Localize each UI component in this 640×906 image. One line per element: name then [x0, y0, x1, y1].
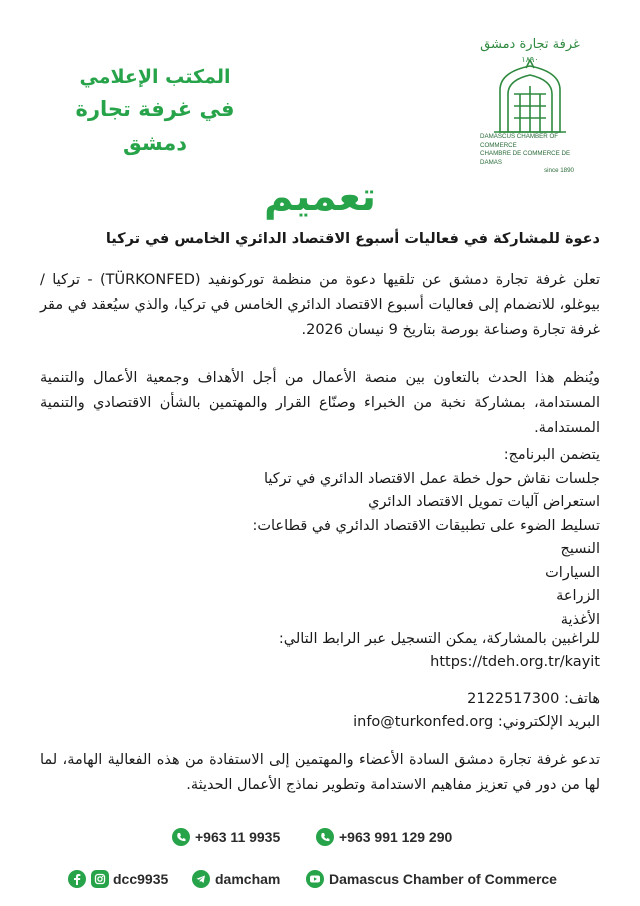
telegram-icon: [192, 870, 210, 888]
sector-item: الأغذية: [560, 611, 600, 628]
whatsapp-icon: [172, 828, 190, 846]
sector-item: النسيج: [560, 541, 600, 557]
footer-phone-1[interactable]: [172, 826, 280, 848]
sector-item: الزراعة: [556, 588, 600, 604]
phone-label: هاتف:: [564, 691, 600, 707]
footer-phone-2[interactable]: [316, 826, 452, 848]
registration-text: للراغبين بالمشاركة، يمكن التسجيل عبر الرابط التالي:: [278, 631, 600, 647]
email-label: البريد الإلكتروني:: [497, 714, 600, 730]
whatsapp-icon: [316, 828, 334, 846]
program-item: جلسات نقاش حول خطة عمل الاقتصاد الدائري في تركيا: [263, 470, 600, 487]
media-office-heading: [40, 62, 270, 160]
email-address[interactable]: info@turkonfed.org: [353, 714, 494, 730]
office-line-1: المكتب الإعلامي: [79, 66, 231, 88]
sector-item: السيارات: [545, 564, 600, 581]
footer-youtube[interactable]: [306, 868, 557, 890]
phone-line: [40, 688, 600, 711]
footer-social-facebook-instagram[interactable]: [68, 868, 168, 890]
program-item: تسليط الضوء على تطبيقات الاقتصاد الدائري في قطاعات:: [252, 517, 600, 534]
logo-since: since 1890: [544, 167, 574, 175]
program-section: [40, 444, 600, 632]
program-item: استعراض آليات تمويل الاقتصاد الدائري: [368, 494, 600, 510]
organizers-paragraph: ويُنظم هذا الحدث بالتعاون بين منصة الأعمال من أجل الأهداف وجمعية الأعمال والتنمية المستدامة، بمشاركة نخبة من الخبراء وصنّاع القرار والمهتمين بالشأن الاقتصادي والتنمية المستدامة.: [40, 370, 600, 436]
contact-section: [40, 688, 600, 734]
instagram-icon: [91, 870, 109, 888]
logo-script-text: غرفة تجارة دمشق: [480, 37, 580, 52]
invitation-subtitle: دعوة للمشاركة في فعاليات أسبوع الاقتصاد الدائري الخامس في تركيا: [105, 231, 600, 247]
footer-channel-name: Damascus Chamber of Commerce: [329, 871, 557, 887]
announcement-paragraph: تعلن غرفة تجارة دمشق عن تلقيها دعوة من منظمة توركونفيد (TÜRKONFED) - تركيا / بيوغلو، للانضمام إلى فعاليات أسبوع الاقتصاد الدائري الخامس في تركيا، والذي سيُعقد في مقر غرفة تجارة وصناعة بورصة بتاريخ 9 نيسان 2026.: [40, 272, 600, 338]
registration-link[interactable]: https://tdeh.org.tr/kayit: [430, 654, 600, 670]
closing-paragraph: تدعو غرفة تجارة دمشق السادة الأعضاء والمهتمين إلى الاستفادة من هذه الفعالية الهامة، لما لها من دور في تعزيز مفاهيم الاستدامة وتطوير نماذج الأعمال الحديثة.: [40, 752, 600, 793]
program-heading: يتضمن البرنامج:: [503, 447, 600, 463]
logo-caption-fr: CHAMBRE DE COMMERCE DE DAMAS: [480, 150, 571, 166]
footer-phone-2-text: +963 991 129 290: [339, 829, 453, 845]
footer-telegram-handle: damcham: [215, 871, 281, 887]
footer-telegram[interactable]: [192, 868, 280, 890]
footer-phone-1-text: +963 11 9935: [195, 829, 281, 845]
youtube-icon: [306, 870, 324, 888]
registration-section: [40, 628, 600, 674]
email-line: [40, 711, 600, 734]
phone-number[interactable]: 2122517300: [467, 691, 560, 707]
facebook-icon: [68, 870, 86, 888]
office-line-2: في غرفة تجارة دمشق: [75, 97, 235, 155]
chamber-logo-emblem: [470, 28, 590, 138]
logo-caption-en: DAMASCUS CHAMBER OF COMMERCE: [480, 133, 559, 149]
circular-title: تعميم: [263, 174, 377, 220]
footer-social-handle: dcc9935: [113, 871, 169, 887]
logo-founded-text: ١٨٩٠: [521, 55, 539, 64]
